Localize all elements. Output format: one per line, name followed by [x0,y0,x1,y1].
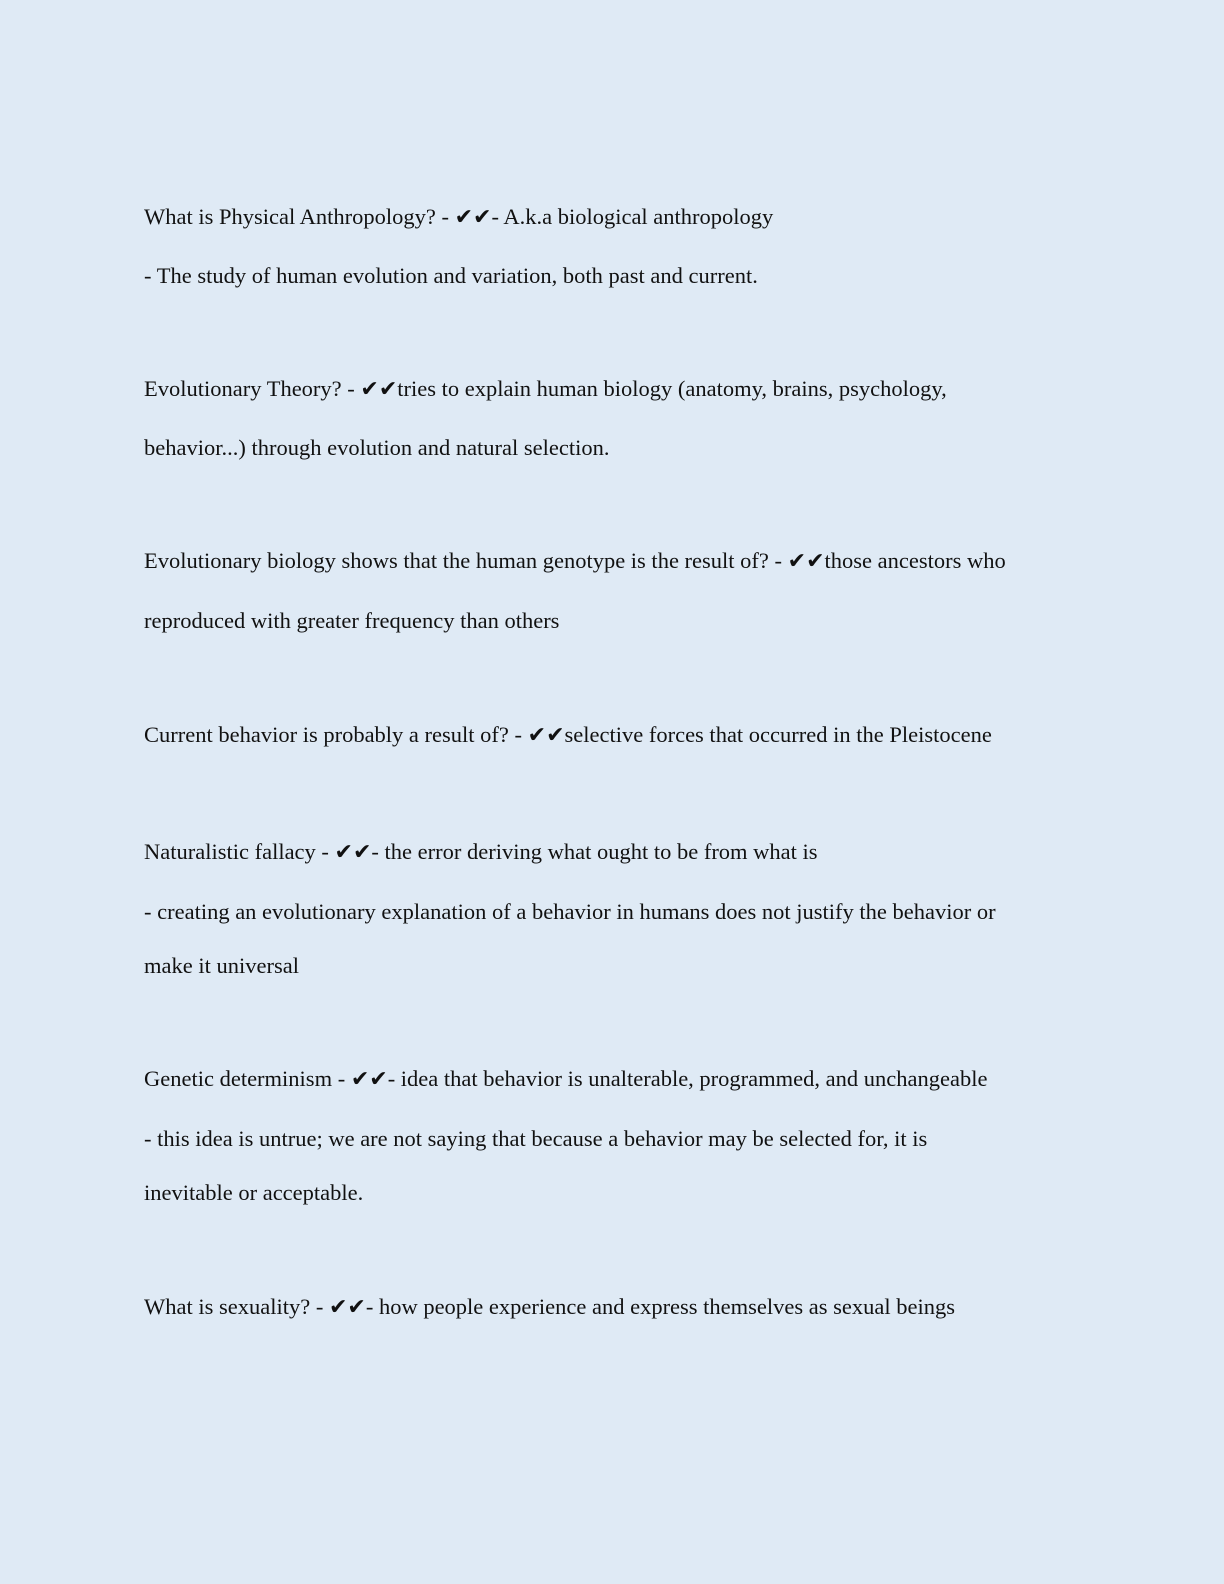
entry-2-question: Evolutionary Theory? - [144,376,361,401]
entry-1-line-1 [144,203,773,232]
check-mark-icon: ✔✔ [527,723,565,748]
entry-3-question: Evolutionary biology shows that the human genotype is the result of? - [144,548,788,573]
entry-2-line-2: behavior...) through evolution and natural selection. [144,435,610,460]
check-mark-icon: ✔✔ [360,377,398,402]
entry-4-question: Current behavior is probably a result of? - [144,722,528,747]
check-mark-icon: ✔✔ [334,840,372,865]
check-mark-icon: ✔✔ [454,205,492,230]
entry-1-answer: - A.k.a biological anthropology [491,204,774,229]
entry-6-answer: - idea that behavior is unalterable, programmed, and unchangeable [387,1066,988,1091]
entry-1-line-2: - The study of human evolution and variation, both past and current. [144,263,758,288]
entry-5-line-1 [144,838,818,867]
entry-6-line-1 [144,1065,987,1094]
entry-5-answer: - the error deriving what ought to be from what is [371,839,818,864]
entry-7-line-1 [144,1293,955,1322]
entry-3-line-1 [144,547,1006,576]
check-mark-icon: ✔✔ [350,1067,388,1092]
entry-5-question: Naturalistic fallacy - [144,839,335,864]
entry-5-line-2: - creating an evolutionary explanation of a behavior in humans does not justify the behavior or [144,899,996,924]
entry-3-answer: those ancestors who [824,548,1006,573]
entry-4-line-1 [144,721,992,750]
entry-6-question: Genetic determinism - [144,1066,351,1091]
entry-7-answer: - how people experience and express themselves as sexual beings [365,1294,956,1319]
entry-6-line-3: inevitable or acceptable. [144,1180,364,1205]
entry-2-answer: tries to explain human biology (anatomy, brains, psychology, [397,376,947,401]
check-mark-icon: ✔✔ [328,1295,366,1320]
entry-2-line-1 [144,375,947,404]
entry-5-line-3: make it universal [144,953,299,978]
entry-1-question: What is Physical Anthropology? - [144,204,455,229]
entry-4-answer: selective forces that occurred in the Pleistocene [564,722,992,747]
check-mark-icon: ✔✔ [787,549,825,574]
entry-6-line-2: - this idea is untrue; we are not saying that because a behavior may be selected for, it is [144,1126,928,1151]
entry-3-line-2: reproduced with greater frequency than others [144,608,560,633]
entry-7-question: What is sexuality? - [144,1294,329,1319]
